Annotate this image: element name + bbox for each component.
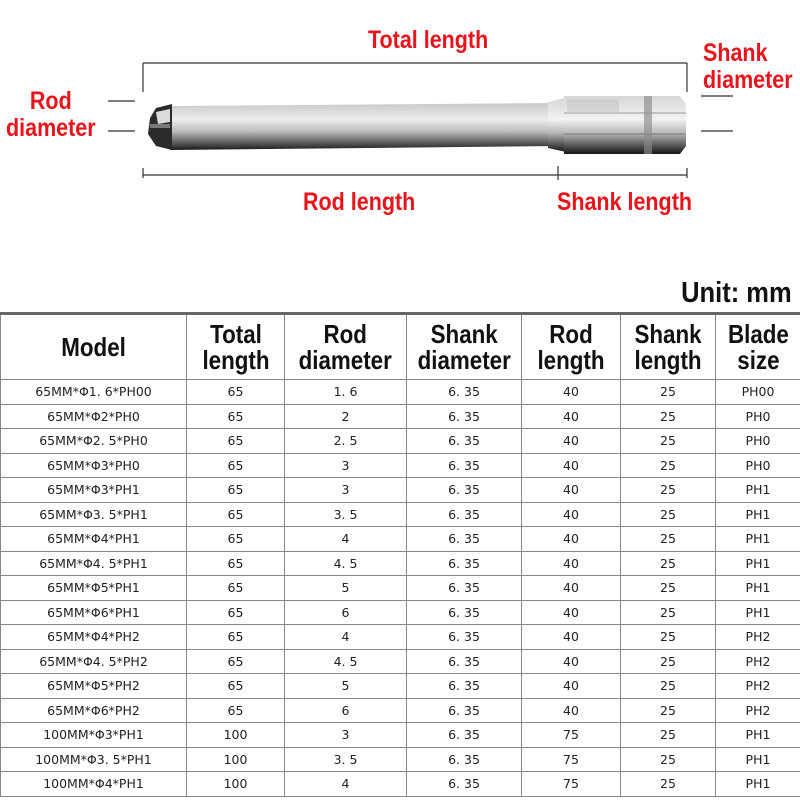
cell-rod-diameter: 4: [285, 772, 407, 797]
shank-diameter-label: Shank diameter: [703, 39, 793, 94]
cell-shank-length: 25: [621, 698, 716, 723]
cell-blade-size: PH1: [716, 502, 800, 527]
header-shank-diameter: Shank diameter: [407, 314, 522, 380]
cell-model: 65MM*Φ2. 5*PH0: [1, 429, 187, 454]
table-row: [1, 747, 800, 772]
cell-shank-diameter: 6. 35: [407, 527, 522, 552]
cell-model: 100MM*Φ3*PH1: [1, 723, 187, 748]
header-shank-length: Shank length: [621, 314, 716, 380]
table-header-row: [1, 314, 800, 380]
cell-total-length: 100: [187, 747, 285, 772]
cell-shank-length: 25: [621, 625, 716, 650]
cell-total-length: 65: [187, 502, 285, 527]
table-row: [1, 380, 800, 405]
cell-total-length: 65: [187, 600, 285, 625]
cell-model: 65MM*Φ4*PH2: [1, 625, 187, 650]
cell-shank-length: 25: [621, 576, 716, 601]
shank-diameter-ticks: [701, 96, 733, 131]
cell-rod-diameter: 2: [285, 404, 407, 429]
cell-shank-diameter: 6. 35: [407, 698, 522, 723]
length-brackets: [143, 166, 687, 180]
shank-groove: [644, 96, 652, 154]
cell-shank-length: 25: [621, 674, 716, 699]
cell-model: 65MM*Φ4*PH1: [1, 527, 187, 552]
cell-shank-diameter: 6. 35: [407, 478, 522, 503]
cell-blade-size: PH1: [716, 551, 800, 576]
cell-total-length: 65: [187, 404, 285, 429]
cell-total-length: 65: [187, 453, 285, 478]
cell-rod-diameter: 3: [285, 453, 407, 478]
table-row: [1, 698, 800, 723]
cell-shank-diameter: 6. 35: [407, 600, 522, 625]
cell-shank-length: 25: [621, 527, 716, 552]
table-row: [1, 674, 800, 699]
cell-shank-length: 25: [621, 404, 716, 429]
cell-rod-length: 75: [522, 723, 621, 748]
cell-total-length: 65: [187, 698, 285, 723]
cell-model: 65MM*Φ6*PH1: [1, 600, 187, 625]
cell-rod-length: 40: [522, 502, 621, 527]
table-row: [1, 404, 800, 429]
cell-model: 65MM*Φ3. 5*PH1: [1, 502, 187, 527]
cell-shank-length: 25: [621, 723, 716, 748]
cell-shank-diameter: 6. 35: [407, 551, 522, 576]
cell-blade-size: PH0: [716, 453, 800, 478]
cell-shank-length: 25: [621, 649, 716, 674]
cell-rod-diameter: 4: [285, 625, 407, 650]
table-row: [1, 502, 800, 527]
rod-diameter-ticks: [108, 101, 135, 131]
cell-total-length: 65: [187, 478, 285, 503]
cell-shank-length: 25: [621, 502, 716, 527]
cell-rod-diameter: 1. 6: [285, 380, 407, 405]
cell-shank-diameter: 6. 35: [407, 380, 522, 405]
header-rod-diameter: Rod diameter: [285, 314, 407, 380]
cell-blade-size: PH2: [716, 649, 800, 674]
cell-rod-length: 40: [522, 625, 621, 650]
cell-blade-size: PH1: [716, 772, 800, 797]
cell-rod-length: 40: [522, 429, 621, 454]
table-row: [1, 576, 800, 601]
cell-model: 65MM*Φ3*PH0: [1, 453, 187, 478]
cell-total-length: 100: [187, 723, 285, 748]
cell-blade-size: PH1: [716, 600, 800, 625]
cell-blade-size: PH0: [716, 429, 800, 454]
cell-shank-length: 25: [621, 772, 716, 797]
cell-blade-size: PH00: [716, 380, 800, 405]
table-row: [1, 772, 800, 797]
cell-model: 100MM*Φ3. 5*PH1: [1, 747, 187, 772]
cell-shank-length: 25: [621, 478, 716, 503]
cell-shank-diameter: 6. 35: [407, 723, 522, 748]
cell-blade-size: PH1: [716, 747, 800, 772]
cell-shank-diameter: 6. 35: [407, 576, 522, 601]
cell-total-length: 65: [187, 527, 285, 552]
cell-shank-diameter: 6. 35: [407, 502, 522, 527]
cell-shank-length: 25: [621, 453, 716, 478]
cell-shank-diameter: 6. 35: [407, 747, 522, 772]
cell-rod-length: 40: [522, 478, 621, 503]
table-row: [1, 453, 800, 478]
cell-shank-length: 25: [621, 551, 716, 576]
table-row: [1, 723, 800, 748]
cell-rod-length: 40: [522, 576, 621, 601]
cell-rod-length: 40: [522, 649, 621, 674]
cell-rod-length: 40: [522, 527, 621, 552]
table-row: [1, 600, 800, 625]
cell-blade-size: PH2: [716, 674, 800, 699]
shank-length-label: Shank length: [557, 188, 692, 216]
cell-total-length: 65: [187, 649, 285, 674]
cell-rod-length: 40: [522, 600, 621, 625]
cell-blade-size: PH1: [716, 576, 800, 601]
cell-total-length: 65: [187, 380, 285, 405]
cell-rod-diameter: 4: [285, 527, 407, 552]
cell-model: 65MM*Φ6*PH2: [1, 698, 187, 723]
cell-blade-size: PH2: [716, 698, 800, 723]
cell-rod-length: 40: [522, 453, 621, 478]
cell-rod-diameter: 3. 5: [285, 502, 407, 527]
cell-rod-length: 40: [522, 698, 621, 723]
cell-blade-size: PH1: [716, 478, 800, 503]
cell-shank-length: 25: [621, 380, 716, 405]
shank-collar: [548, 98, 566, 152]
header-model: Model: [1, 314, 187, 380]
cell-shank-diameter: 6. 35: [407, 674, 522, 699]
cell-shank-diameter: 6. 35: [407, 429, 522, 454]
cell-rod-diameter: 6: [285, 600, 407, 625]
cell-blade-size: PH1: [716, 527, 800, 552]
table-body: [1, 380, 800, 797]
cell-blade-size: PH2: [716, 625, 800, 650]
cell-rod-diameter: 3. 5: [285, 747, 407, 772]
cell-rod-diameter: 6: [285, 698, 407, 723]
cell-model: 65MM*Φ1. 6*PH00: [1, 380, 187, 405]
cell-rod-length: 40: [522, 404, 621, 429]
rod-diameter-label: Rod diameter: [6, 87, 96, 142]
cell-rod-length: 75: [522, 747, 621, 772]
cell-shank-length: 25: [621, 600, 716, 625]
cell-rod-diameter: 4. 5: [285, 551, 407, 576]
cell-blade-size: PH1: [716, 723, 800, 748]
rod-body: [170, 103, 560, 150]
cell-rod-diameter: 3: [285, 478, 407, 503]
cell-model: 65MM*Φ2*PH0: [1, 404, 187, 429]
table-row: [1, 649, 800, 674]
cell-rod-diameter: 4. 5: [285, 649, 407, 674]
cell-blade-size: PH0: [716, 404, 800, 429]
cell-total-length: 100: [187, 772, 285, 797]
cell-shank-length: 25: [621, 747, 716, 772]
cell-shank-diameter: 6. 35: [407, 453, 522, 478]
table-row: [1, 429, 800, 454]
table-row: [1, 478, 800, 503]
cell-model: 65MM*Φ4. 5*PH2: [1, 649, 187, 674]
cell-rod-diameter: 5: [285, 576, 407, 601]
cell-total-length: 65: [187, 551, 285, 576]
total-length-label: Total length: [368, 26, 489, 54]
cell-rod-length: 75: [522, 772, 621, 797]
cell-shank-diameter: 6. 35: [407, 772, 522, 797]
table-row: [1, 625, 800, 650]
header-blade-size: Blade size: [716, 314, 800, 380]
cell-total-length: 65: [187, 429, 285, 454]
unit-label: Unit: mm: [681, 277, 792, 309]
header-total-length: Total length: [187, 314, 285, 380]
cell-shank-diameter: 6. 35: [407, 625, 522, 650]
cell-total-length: 65: [187, 625, 285, 650]
cell-rod-diameter: 5: [285, 674, 407, 699]
cell-rod-length: 40: [522, 551, 621, 576]
cell-rod-length: 40: [522, 380, 621, 405]
cell-model: 65MM*Φ5*PH2: [1, 674, 187, 699]
bit-dimension-diagram: [0, 0, 800, 280]
table-row: [1, 551, 800, 576]
cell-shank-length: 25: [621, 429, 716, 454]
cell-total-length: 65: [187, 674, 285, 699]
cell-rod-length: 40: [522, 674, 621, 699]
cell-model: 65MM*Φ3*PH1: [1, 478, 187, 503]
cell-rod-diameter: 2. 5: [285, 429, 407, 454]
cell-rod-diameter: 3: [285, 723, 407, 748]
table-row: [1, 527, 800, 552]
cell-model: 65MM*Φ4. 5*PH1: [1, 551, 187, 576]
cell-model: 65MM*Φ5*PH1: [1, 576, 187, 601]
total-length-bracket: [143, 63, 687, 92]
cell-shank-diameter: 6. 35: [407, 404, 522, 429]
cell-total-length: 65: [187, 576, 285, 601]
rod-length-label: Rod length: [303, 188, 416, 216]
cell-shank-diameter: 6. 35: [407, 649, 522, 674]
cell-model: 100MM*Φ4*PH1: [1, 772, 187, 797]
header-rod-length: Rod length: [522, 314, 621, 380]
spec-table: [0, 312, 800, 797]
